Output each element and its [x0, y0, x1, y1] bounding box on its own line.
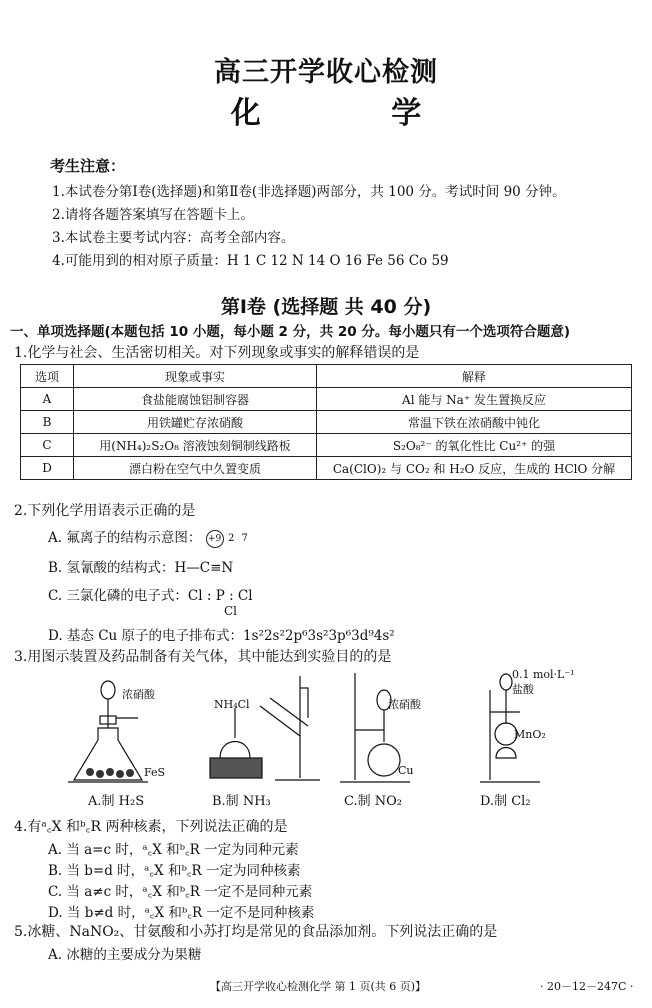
table-cell: Ca(ClO)₂ 与 CO₂ 和 H₂O 反应，生成的 HClO 分解	[317, 457, 632, 480]
question-3-stem: 3.用图示装置及药品制备有关气体，其中能达到实验目的的是	[14, 649, 392, 665]
option-a: A. 当 a=c 时，ᵃ꜀X 和ᵇ꜀R 一定为同种元素	[48, 842, 299, 858]
page-footer: 【高三开学收心检测化学 第 1 页(共 6 页)】	[210, 980, 427, 993]
table-cell: 常温下铁在浓硝酸中钝化	[317, 411, 632, 434]
label-d-reagent2: 盐酸	[512, 683, 534, 696]
question-5-stem: 5.冰糖、NaNO₂、甘氨酸和小苏打均是常见的食品添加剂。下列说法正确的是	[14, 924, 498, 940]
option-a: A. 冰糖的主要成分为果糖	[48, 947, 202, 963]
option-text: A. 氟离子的结构示意图：	[48, 530, 202, 546]
table-row	[21, 457, 632, 480]
table-row	[21, 434, 632, 457]
table-cell: B	[21, 411, 74, 434]
option-c: C. 当 a≠c 时，ᵃ꜀X 和ᵇ꜀R 一定不是同种元素	[48, 884, 313, 900]
option-d: D. 基态 Cu 原子的电子排布式：1s²2s²2p⁶3s²3p⁶3d⁹4s²	[48, 628, 395, 644]
notice-heading: 考生注意：	[50, 157, 126, 175]
label-d-reagent1: 0.1 mol·L⁻¹	[512, 668, 575, 681]
table-cell: 食盐能腐蚀铝制容器	[74, 388, 317, 411]
nucleus-circle: +9	[206, 530, 224, 548]
table-row	[21, 388, 632, 411]
caption-a: A.制 H₂S	[88, 794, 145, 809]
caption-d: D.制 Cl₂	[480, 794, 531, 809]
subject-title: 化 学	[230, 96, 482, 131]
option-d: D. 当 b≠d 时，ᵃ꜀X 和ᵇ꜀R 一定不是同种核素	[48, 905, 315, 921]
label-a-solid: FeS	[144, 766, 166, 779]
option-b: B. 氢氰酸的结构式：H—C≡N	[48, 560, 234, 576]
table-cell: A	[21, 388, 74, 411]
table-cell: 用(NH₄)₂S₂O₈ 溶液蚀刻铜制线路板	[74, 434, 317, 457]
table-cell: D	[21, 457, 74, 480]
notice-item: 4.可能用到的相对原子质量：H 1 C 12 N 14 O 16 Fe 56 Co 59	[52, 253, 449, 269]
table-row	[21, 411, 632, 434]
label-c-reagent: 浓硝酸	[388, 698, 421, 711]
question-2-stem: 2.下列化学用语表示正确的是	[14, 503, 196, 519]
page-title: 高三开学收心检测	[214, 57, 438, 88]
electron-shells: 2 7	[227, 533, 250, 544]
option-c-below: Cl	[224, 604, 238, 618]
caption-c: C.制 NO₂	[344, 794, 402, 809]
table-cell: Al 能与 Na⁺ 发生置换反应	[317, 388, 632, 411]
table-cell: C	[21, 434, 74, 457]
section-title: 一、单项选择题(本题包括 10 小题，每小题 2 分，共 20 分。每小题只有一个选项符合题意)	[10, 324, 571, 340]
paper-code: · 20－12－247C ·	[540, 980, 634, 993]
question-4-stem: 4.有ᵃ꜀X 和ᵇ꜀R 两种核素，下列说法正确的是	[14, 819, 288, 835]
notice-item: 1.本试卷分第Ⅰ卷(选择题)和第Ⅱ卷(非选择题)两部分，共 100 分。考试时间 90 分钟。	[52, 184, 566, 200]
table-header: 现象或事实	[74, 365, 317, 388]
table-header-row	[21, 365, 632, 388]
table-cell: 用铁罐贮存浓硝酸	[74, 411, 317, 434]
notice-item: 3.本试卷主要考试内容：高考全部内容。	[52, 230, 295, 246]
label-d-solid: MnO₂	[514, 728, 546, 741]
label-c-solid: Cu	[398, 764, 414, 777]
notice-item: 2.请将各题答案填写在答题卡上。	[52, 207, 254, 223]
table-cell: 漂白粉在空气中久置变质	[74, 457, 317, 480]
table-header: 选项	[21, 365, 74, 388]
question-1-table	[20, 364, 632, 480]
label-b-reagent: NH₄Cl	[214, 698, 250, 711]
question-1-stem: 1.化学与社会、生活密切相关。对下列现象或事实的解释错误的是	[14, 345, 420, 361]
table-cell: S₂O₈²⁻ 的氧化性比 Cu²⁺ 的强	[317, 434, 632, 457]
option-c: C. 三氯化磷的电子式：Cl : P : Cl	[48, 588, 253, 604]
table-header: 解释	[317, 365, 632, 388]
option-a	[48, 526, 250, 548]
apparatus-b	[210, 676, 320, 780]
caption-b: B.制 NH₃	[212, 794, 271, 809]
label-a-reagent: 浓硝酸	[122, 688, 155, 701]
part-title: 第Ⅰ卷 (选择题 共 40 分)	[220, 296, 432, 318]
option-b: B. 当 b=d 时，ᵃ꜀X 和ᵇ꜀R 一定为同种核素	[48, 863, 301, 879]
